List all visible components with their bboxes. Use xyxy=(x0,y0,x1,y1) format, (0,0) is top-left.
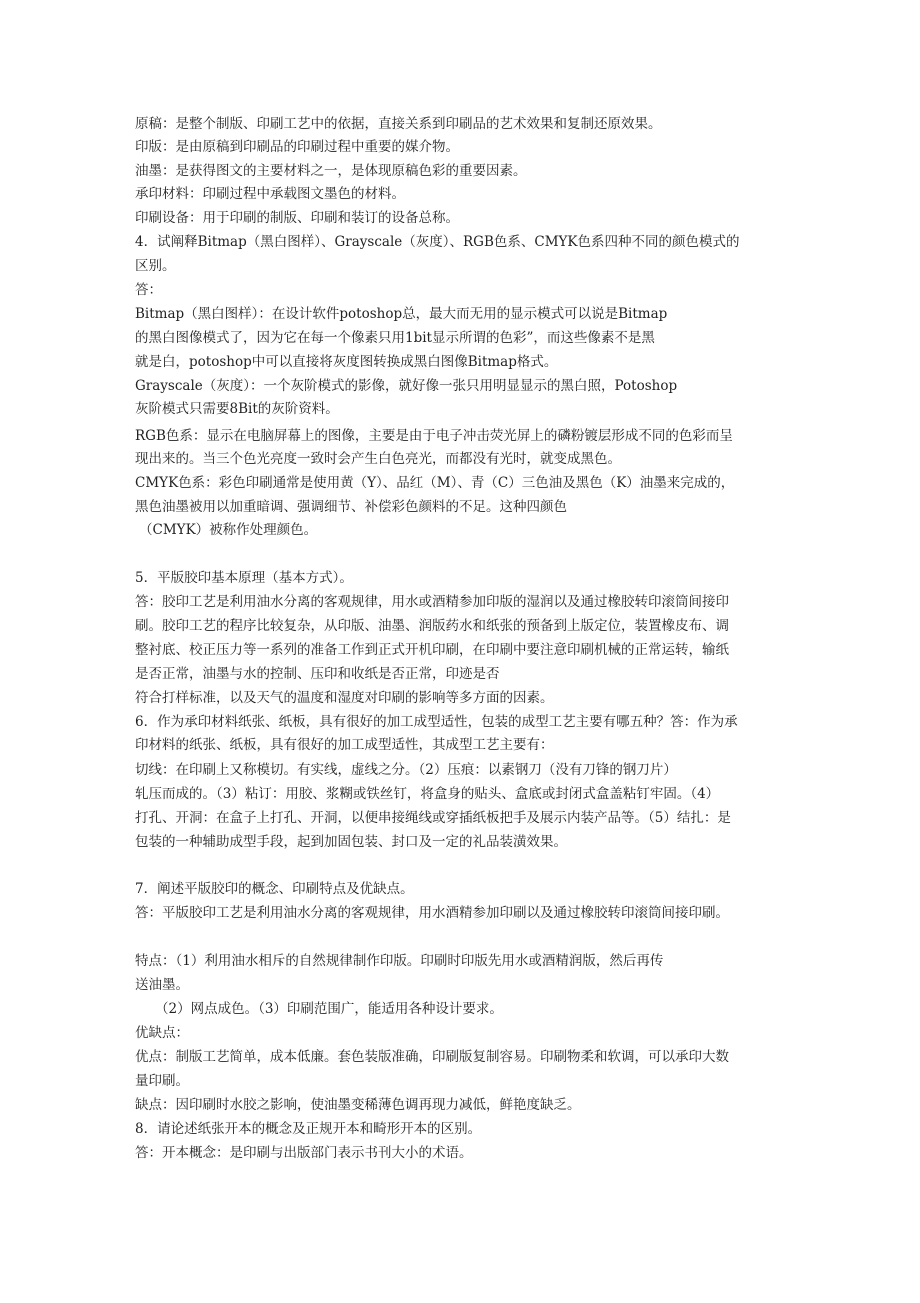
text-line: 区别。 xyxy=(135,258,176,274)
text-line: 答：开本概念：是印刷与出版部门表示书刊大小的术语。 xyxy=(135,1145,473,1161)
text-line: 优缺点： xyxy=(135,1025,189,1041)
text-line: 原稿：是整个制版、印刷工艺中的依据，直接关系到印刷品的艺术效果和复制还原效果。 xyxy=(135,116,662,132)
text-line: CMYK色系：彩色印刷通常是使用黄（Y）、品红（M）、青（C）三色油及黑色（K）油墨来完成的， xyxy=(135,475,735,491)
text-line: 印刷设备：用于印刷的制版、印刷和装订的设备总称。 xyxy=(135,210,459,226)
text-line: 轧压而成的。（3）粘订：用胶、浆糊或铁丝钉，将盒身的贴头、盒底或封闭式盒盖粘钉牢固。（4） xyxy=(135,786,720,802)
text-line: Bitmap（黑白图样）：在设计软件potoshop总，最大而无用的显示模式可以说是Bitmap xyxy=(135,306,668,322)
text-line: 是否正常，油墨与水的控制、压印和收纸是否正常，印迹是否 xyxy=(135,666,500,682)
text-line: 5．平版胶印基本原理（基本方式）。 xyxy=(135,570,353,586)
text-line: 符合打样标准，以及天气的温度和湿度对印刷的影响等多方面的因素。 xyxy=(135,690,554,706)
text-line: （2）网点成色。（3）印刷范围广，能适用各种设计要求。 xyxy=(155,1001,503,1017)
text-line: 黑色油墨被用以加重暗调、强调细节、补偿彩色颜料的不足。这种四颜色 xyxy=(135,499,567,515)
text-line: 量印刷。 xyxy=(135,1073,189,1089)
text-line: 优点：制版工艺简单，成本低廉。套色装版准确，印刷版复制容易。印刷物柔和软调，可以承印大数 xyxy=(135,1049,729,1065)
text-line: 特点：（1）利用油水相斥的自然规律制作印版。印刷时印版先用水或酒精润版，然后再传 xyxy=(135,953,664,969)
text-line: 印材料的纸张、纸板，具有很好的加工成型适性，其成型工艺主要有： xyxy=(135,737,554,753)
text-line: 打孔、开洞：在盒子上打孔、开洞，以便串接绳线或穿插纸板把手及展示内装产品等。（5）结扎：是 xyxy=(135,810,731,826)
text-line: 答：平版胶印工艺是利用油水分离的客观规律，用水酒精参加印刷以及通过橡胶转印滚筒间接印刷。 xyxy=(135,905,729,921)
text-line: 答： xyxy=(135,282,162,298)
text-line: 灰阶模式只需要8Bit的灰阶资料。 xyxy=(135,401,339,417)
text-line: 油墨：是获得图文的主要材料之一，是体现原稿色彩的重要因素。 xyxy=(135,163,527,179)
text-line: 切线：在印刷上又称模切。有实线，虚线之分。（2）压痕：以素钢刀（没有刀锋的钢刀片） xyxy=(135,762,677,778)
text-line: 就是白，potoshop中可以直接将灰度图转换成黑白图像Bitmap格式。 xyxy=(135,354,558,370)
text-line: 答：胶印工艺是利用油水分离的客观规律，用水或酒精参加印版的湿润以及通过橡胶转印滚筒间接印 xyxy=(135,594,729,610)
text-line: 6．作为承印材料纸张、纸板，具有很好的加工成型适性，包装的成型工艺主要有哪五种？答：作为承 xyxy=(135,714,738,730)
text-line: 印版：是由原稿到印刷品的印刷过程中重要的媒介物。 xyxy=(135,139,459,155)
text-line: RGB色系：显示在电脑屏幕上的图像，主要是由于电子冲击荧光屏上的磷粉镀层形成不同的色彩而呈 xyxy=(135,428,733,444)
text-line: 送油墨。 xyxy=(135,977,189,993)
text-line: 承印材料：印刷过程中承载图文墨色的材料。 xyxy=(135,186,405,202)
text-line: （CMYK）被称作处理颜色。 xyxy=(139,522,318,538)
text-line: 整衬底、校正压力等一系列的准备工作到正式开机印刷，在印刷中要注意印刷机械的正常运转，输纸 xyxy=(135,642,729,658)
text-line: 的黑白图像模式了，因为它在每一个像素只用1bit显示所谓的色彩”，而这些像素不是黑 xyxy=(135,330,655,346)
text-line: 7．阐述平版胶印的概念、印刷特点及优缺点。 xyxy=(135,881,414,897)
text-line: 现出来的。当三个色光亮度一致时会产生白色亮光，而都没有光时，就变成黑色。 xyxy=(135,451,621,467)
text-line: 刷。胶印工艺的程序比较复杂，从印版、油墨、润版药水和纸张的预备到上版定位，装置橡皮布、调 xyxy=(135,618,729,634)
text-line: 缺点：因印刷时水胶之影响，使油墨变稀薄色调再现力减低，鲜艳度缺乏。 xyxy=(135,1097,581,1113)
text-line: Grayscale（灰度）：一个灰阶模式的影像，就好像一张只用明显显示的黑白照，Potoshop xyxy=(135,378,678,394)
text-line: 8．请论述纸张开本的概念及正规开本和畸形开本的区别。 xyxy=(135,1121,482,1137)
text-line: 4．试阐释Bitmap（黑白图样）、Grayscale（灰度）、RGB色系、CMYK色系四种不同的颜色模式的 xyxy=(135,234,740,250)
text-line: 包装的一种辅助成型手段，起到加固包装、封口及一定的礼品装潢效果。 xyxy=(135,834,567,850)
